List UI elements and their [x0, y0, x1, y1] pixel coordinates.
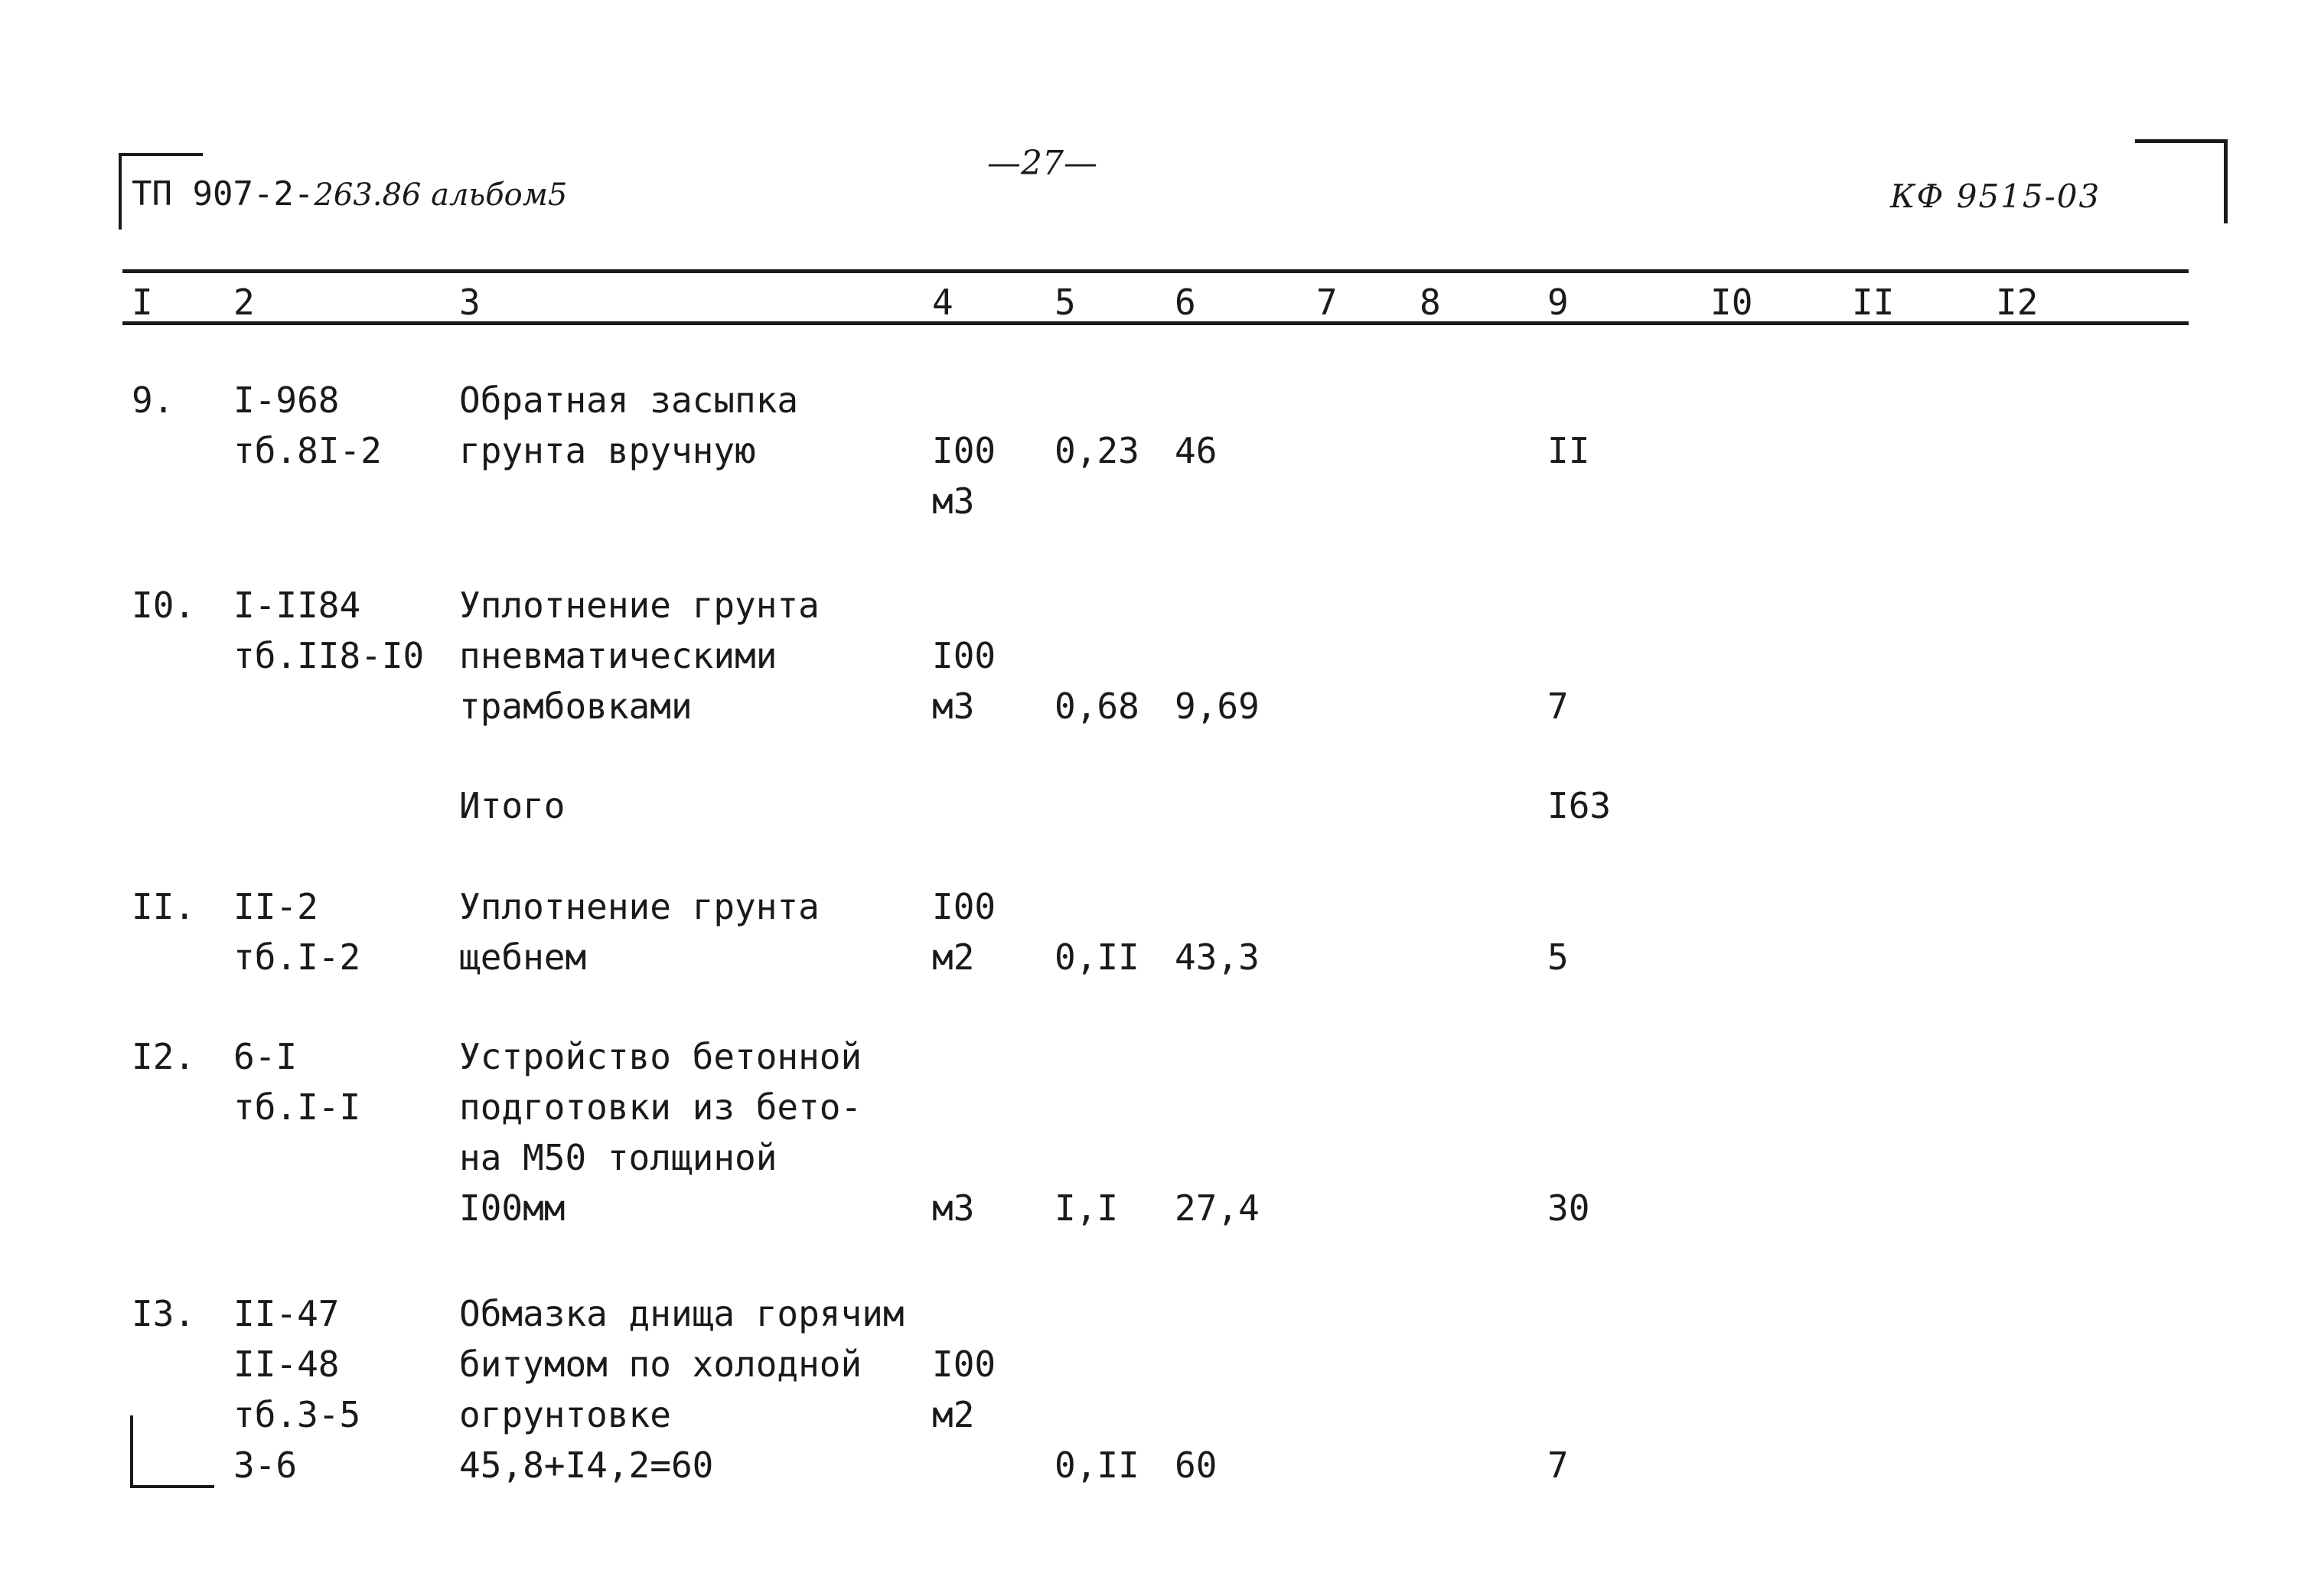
- rate-code: тб.8I-2: [233, 430, 382, 471]
- frame-mark-top-left-v: [119, 153, 122, 230]
- unit-of-measure: м2: [932, 936, 975, 978]
- quantity-value: I,I: [1055, 1187, 1119, 1229]
- unit-of-measure: м3: [932, 1187, 975, 1229]
- unit-of-measure: I00: [932, 1344, 996, 1385]
- document-code: [132, 174, 567, 213]
- frame-mark-top-right-h: [2135, 139, 2227, 143]
- column-number-8: 8: [1420, 282, 1441, 323]
- column-number-12: I2: [1996, 282, 2039, 323]
- rate-value: 9,69: [1175, 686, 1260, 727]
- total-value: I63: [1547, 785, 1612, 826]
- column-number-5: 5: [1055, 282, 1076, 323]
- column-number-11: II: [1852, 282, 1895, 323]
- total-value: 5: [1547, 936, 1569, 978]
- total-value: 30: [1547, 1187, 1590, 1229]
- quantity-value: 0,68: [1055, 686, 1139, 727]
- rate-code: тб.II8-I0: [233, 635, 425, 676]
- rate-code: 6-I: [233, 1036, 298, 1077]
- quantity-value: 0,II: [1055, 936, 1139, 978]
- row-number: I2.: [132, 1036, 196, 1077]
- column-number-1: I: [132, 282, 153, 323]
- rate-value: 60: [1175, 1445, 1218, 1486]
- column-number-7: 7: [1316, 282, 1338, 323]
- unit-of-measure: I00: [932, 430, 996, 471]
- work-description: грунта вручную: [459, 430, 756, 471]
- column-number-2: 2: [233, 282, 255, 323]
- work-description: Уплотнение грунта: [459, 886, 820, 927]
- column-number-4: 4: [932, 282, 954, 323]
- rate-code: II-2: [233, 886, 318, 927]
- frame-mark-bottom-left-v: [130, 1415, 133, 1488]
- rate-value: 43,3: [1175, 936, 1260, 978]
- rate-code: II-48: [233, 1344, 340, 1385]
- work-description: на М50 толщиной: [459, 1137, 777, 1178]
- work-description: Уплотнение грунта: [459, 585, 820, 626]
- unit-of-measure: I00: [932, 886, 996, 927]
- rate-value: 27,4: [1175, 1187, 1260, 1229]
- frame-mark-top-right-v: [2224, 139, 2228, 223]
- total-value: II: [1547, 430, 1590, 471]
- column-number-6: 6: [1175, 282, 1196, 323]
- column-number-3: 3: [459, 282, 481, 323]
- rate-code: тб.I-2: [233, 936, 361, 978]
- work-description: подготовки из бето-: [459, 1086, 862, 1128]
- rate-code: тб.3-5: [233, 1394, 361, 1435]
- work-description: трамбовками: [459, 686, 693, 727]
- work-description: 45,8+I4,2=60: [459, 1445, 714, 1486]
- work-description: I00мм: [459, 1187, 566, 1229]
- work-description: щебнем: [459, 936, 587, 978]
- document-code-printed: ТП 907-2-: [132, 174, 315, 213]
- total-value: 7: [1547, 1445, 1569, 1486]
- row-number: I0.: [132, 585, 196, 626]
- rate-value: 46: [1175, 430, 1218, 471]
- quantity-value: 0,II: [1055, 1445, 1139, 1486]
- rate-code: 3-6: [233, 1445, 298, 1486]
- unit-of-measure: I00: [932, 635, 996, 676]
- frame-mark-bottom-left-h: [130, 1485, 214, 1488]
- unit-of-measure: м2: [932, 1394, 975, 1435]
- work-description: Итого: [459, 785, 566, 826]
- column-band-top-rule: [122, 269, 2189, 273]
- column-number-10: I0: [1710, 282, 1753, 323]
- quantity-value: 0,23: [1055, 430, 1139, 471]
- page-number: —27—: [987, 144, 1097, 183]
- unit-of-measure: м3: [932, 480, 975, 522]
- row-number: II.: [132, 886, 196, 927]
- rate-code: I-968: [233, 379, 340, 421]
- sheet-code: КФ 9515-03: [1890, 178, 2101, 215]
- unit-of-measure: м3: [932, 686, 975, 727]
- rate-code: I-II84: [233, 585, 361, 626]
- rate-code: II-47: [233, 1293, 340, 1334]
- work-description: Обмазка днища горячим: [459, 1293, 905, 1334]
- total-value: 7: [1547, 686, 1569, 727]
- document-code-handwritten: 263.86 альбом5: [314, 178, 568, 213]
- row-number: 9.: [132, 379, 174, 421]
- work-description: битумом по холодной: [459, 1344, 862, 1385]
- work-description: пневматическими: [459, 635, 777, 676]
- work-description: Обратная засыпка: [459, 379, 799, 421]
- rate-code: тб.I-I: [233, 1086, 361, 1128]
- frame-mark-top-left-h: [119, 153, 203, 156]
- work-description: Устройство бетонной: [459, 1036, 862, 1077]
- work-description: огрунтовке: [459, 1394, 671, 1435]
- row-number: I3.: [132, 1293, 196, 1334]
- column-number-9: 9: [1547, 282, 1569, 323]
